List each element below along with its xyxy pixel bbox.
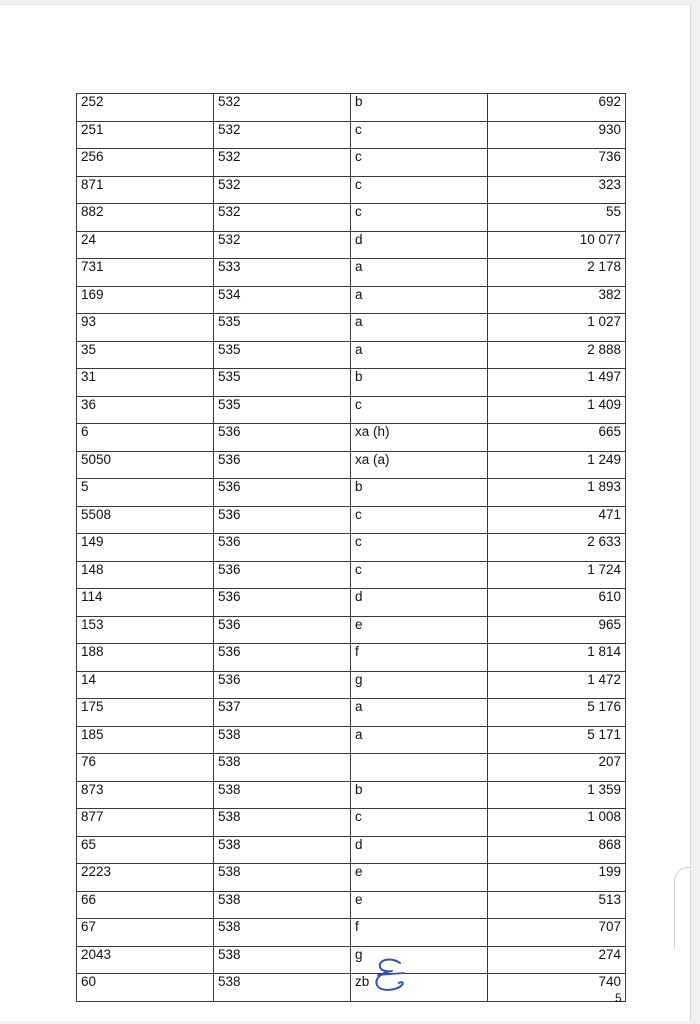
table-cell-col-3: c <box>351 809 488 837</box>
table-cell-col-3: xa (h) <box>351 424 488 452</box>
page-corner-edge <box>674 867 691 948</box>
table-cell-col-4: 1 893 <box>488 479 626 507</box>
table-cell-col-3: d <box>351 836 488 864</box>
table-cell-col-1: 256 <box>77 149 214 177</box>
table-cell-col-4: 2 633 <box>488 534 626 562</box>
table-body <box>77 94 626 1002</box>
table-cell-col-1: 2043 <box>77 946 214 974</box>
table-row <box>77 726 626 754</box>
table-cell-col-4: 207 <box>488 754 626 782</box>
table-cell-col-4: 5 171 <box>488 726 626 754</box>
table-row <box>77 259 626 287</box>
table-cell-col-1: 169 <box>77 286 214 314</box>
table-cell-col-1: 24 <box>77 231 214 259</box>
table-cell-col-1: 6 <box>77 424 214 452</box>
table-cell-col-1: 36 <box>77 396 214 424</box>
table-cell-col-3: c <box>351 121 488 149</box>
table-cell-col-2: 535 <box>214 341 351 369</box>
table-cell-col-4: 10 077 <box>488 231 626 259</box>
table-cell-col-1: 67 <box>77 919 214 947</box>
table-cell-col-1: 66 <box>77 891 214 919</box>
table-row <box>77 314 626 342</box>
table-row <box>77 369 626 397</box>
table-cell-col-1: 873 <box>77 781 214 809</box>
table-row <box>77 506 626 534</box>
table-row <box>77 94 626 122</box>
table-cell-col-4: 1 497 <box>488 369 626 397</box>
table-cell-col-1: 871 <box>77 176 214 204</box>
table-cell-col-2: 536 <box>214 424 351 452</box>
table-cell-col-3: e <box>351 891 488 919</box>
table-cell-col-3: a <box>351 726 488 754</box>
table-cell-col-4: 930 <box>488 121 626 149</box>
table-cell-col-2: 532 <box>214 94 351 122</box>
table-row <box>77 121 626 149</box>
table-cell-col-3: d <box>351 231 488 259</box>
table-cell-col-3 <box>351 754 488 782</box>
table-row <box>77 919 626 947</box>
table-cell-col-4: 707 <box>488 919 626 947</box>
table-cell-col-2: 538 <box>214 781 351 809</box>
table-cell-col-1: 149 <box>77 534 214 562</box>
table-cell-col-1: 93 <box>77 314 214 342</box>
table-cell-col-4: 199 <box>488 864 626 892</box>
table-row <box>77 699 626 727</box>
table-row <box>77 946 626 974</box>
table-cell-col-1: 731 <box>77 259 214 287</box>
table-cell-col-2: 538 <box>214 946 351 974</box>
table-row <box>77 341 626 369</box>
table-cell-col-1: 251 <box>77 121 214 149</box>
table-cell-col-4: 1 249 <box>488 451 626 479</box>
table-cell-col-4: 55 <box>488 204 626 232</box>
table-cell-col-1: 882 <box>77 204 214 232</box>
table-cell-col-1: 76 <box>77 754 214 782</box>
table-cell-col-4: 513 <box>488 891 626 919</box>
table-cell-col-3: a <box>351 699 488 727</box>
table-cell-col-1: 14 <box>77 671 214 699</box>
table-row <box>77 754 626 782</box>
table-cell-col-4: 1 472 <box>488 671 626 699</box>
table-cell-col-4: 965 <box>488 616 626 644</box>
table-cell-col-2: 532 <box>214 176 351 204</box>
table-row <box>77 864 626 892</box>
table-row <box>77 451 626 479</box>
table-cell-col-1: 5050 <box>77 451 214 479</box>
table-cell-col-2: 538 <box>214 864 351 892</box>
table-cell-col-3: a <box>351 259 488 287</box>
table-row <box>77 479 626 507</box>
table-cell-col-2: 533 <box>214 259 351 287</box>
table-cell-col-4: 1 409 <box>488 396 626 424</box>
table-cell-col-3: f <box>351 919 488 947</box>
table-row <box>77 286 626 314</box>
table-cell-col-1: 65 <box>77 836 214 864</box>
table-cell-col-2: 535 <box>214 369 351 397</box>
table-cell-col-4: 1 359 <box>488 781 626 809</box>
table-cell-col-2: 535 <box>214 314 351 342</box>
table-cell-col-4: 1 724 <box>488 561 626 589</box>
table-row <box>77 204 626 232</box>
table-row <box>77 836 626 864</box>
table-cell-col-1: 877 <box>77 809 214 837</box>
table-row <box>77 616 626 644</box>
table-cell-col-1: 148 <box>77 561 214 589</box>
table-cell-col-2: 538 <box>214 726 351 754</box>
table-cell-col-3: d <box>351 589 488 617</box>
table-cell-col-3: zb <box>351 974 488 1002</box>
table-row <box>77 644 626 672</box>
table-cell-col-2: 536 <box>214 561 351 589</box>
table-cell-col-1: 188 <box>77 644 214 672</box>
table-cell-col-3: a <box>351 286 488 314</box>
table-cell-col-3: c <box>351 204 488 232</box>
table-cell-col-4: 868 <box>488 836 626 864</box>
table-cell-col-1: 252 <box>77 94 214 122</box>
table-cell-col-2: 538 <box>214 754 351 782</box>
table-cell-col-2: 538 <box>214 974 351 1002</box>
table-cell-col-3: b <box>351 94 488 122</box>
table-row <box>77 534 626 562</box>
data-table <box>76 93 626 1002</box>
table-row <box>77 396 626 424</box>
table-row <box>77 231 626 259</box>
table-cell-col-3: c <box>351 534 488 562</box>
table-cell-col-3: c <box>351 176 488 204</box>
page-number: 5 <box>615 991 622 1005</box>
table-cell-col-4: 382 <box>488 286 626 314</box>
table-cell-col-3: c <box>351 396 488 424</box>
table-cell-col-3: xa (a) <box>351 451 488 479</box>
table-cell-col-1: 153 <box>77 616 214 644</box>
table-cell-col-3: e <box>351 864 488 892</box>
table-cell-col-4: 610 <box>488 589 626 617</box>
table-cell-col-3: c <box>351 561 488 589</box>
table-cell-col-4: 274 <box>488 946 626 974</box>
table-row <box>77 424 626 452</box>
table-cell-col-4: 1 027 <box>488 314 626 342</box>
table-row <box>77 891 626 919</box>
table-cell-col-3: b <box>351 479 488 507</box>
table-cell-col-1: 185 <box>77 726 214 754</box>
table-cell-col-2: 534 <box>214 286 351 314</box>
table-row <box>77 149 626 177</box>
table-cell-col-3: c <box>351 149 488 177</box>
table-cell-col-2: 538 <box>214 919 351 947</box>
table-row <box>77 809 626 837</box>
table-cell-col-1: 114 <box>77 589 214 617</box>
table-row <box>77 974 626 1002</box>
table-cell-col-1: 5508 <box>77 506 214 534</box>
table-cell-col-2: 536 <box>214 644 351 672</box>
table-cell-col-2: 532 <box>214 231 351 259</box>
table-row <box>77 176 626 204</box>
handwritten-initial-signature <box>370 955 414 995</box>
table-cell-col-3: b <box>351 369 488 397</box>
table-cell-col-4: 692 <box>488 94 626 122</box>
table-cell-col-2: 538 <box>214 891 351 919</box>
table-row <box>77 781 626 809</box>
data-table-container <box>76 93 625 1002</box>
table-cell-col-3: g <box>351 671 488 699</box>
table-cell-col-4: 736 <box>488 149 626 177</box>
table-cell-col-3: c <box>351 506 488 534</box>
table-row <box>77 589 626 617</box>
table-cell-col-4: 2 888 <box>488 341 626 369</box>
table-cell-col-4: 323 <box>488 176 626 204</box>
table-cell-col-2: 532 <box>214 204 351 232</box>
table-cell-col-1: 5 <box>77 479 214 507</box>
table-cell-col-1: 31 <box>77 369 214 397</box>
table-cell-col-3: a <box>351 314 488 342</box>
table-cell-col-3: g <box>351 946 488 974</box>
table-cell-col-1: 60 <box>77 974 214 1002</box>
table-cell-col-2: 536 <box>214 671 351 699</box>
table-cell-col-2: 532 <box>214 149 351 177</box>
table-cell-col-3: b <box>351 781 488 809</box>
table-cell-col-2: 536 <box>214 506 351 534</box>
table-cell-col-4: 1 008 <box>488 809 626 837</box>
table-cell-col-1: 35 <box>77 341 214 369</box>
table-cell-col-2: 536 <box>214 534 351 562</box>
table-cell-col-2: 537 <box>214 699 351 727</box>
table-cell-col-4: 471 <box>488 506 626 534</box>
table-cell-col-4: 5 176 <box>488 699 626 727</box>
table-cell-col-2: 538 <box>214 836 351 864</box>
document-page <box>0 4 691 1021</box>
table-cell-col-4: 740 <box>488 974 626 1002</box>
table-cell-col-4: 665 <box>488 424 626 452</box>
table-cell-col-2: 536 <box>214 451 351 479</box>
table-cell-col-1: 2223 <box>77 864 214 892</box>
table-cell-col-2: 536 <box>214 479 351 507</box>
table-cell-col-1: 175 <box>77 699 214 727</box>
table-cell-col-3: e <box>351 616 488 644</box>
table-cell-col-3: a <box>351 341 488 369</box>
table-cell-col-2: 532 <box>214 121 351 149</box>
table-cell-col-4: 2 178 <box>488 259 626 287</box>
table-row <box>77 671 626 699</box>
table-cell-col-2: 538 <box>214 809 351 837</box>
table-cell-col-2: 536 <box>214 616 351 644</box>
table-cell-col-3: f <box>351 644 488 672</box>
table-cell-col-2: 536 <box>214 589 351 617</box>
table-row <box>77 561 626 589</box>
table-cell-col-4: 1 814 <box>488 644 626 672</box>
table-cell-col-2: 535 <box>214 396 351 424</box>
